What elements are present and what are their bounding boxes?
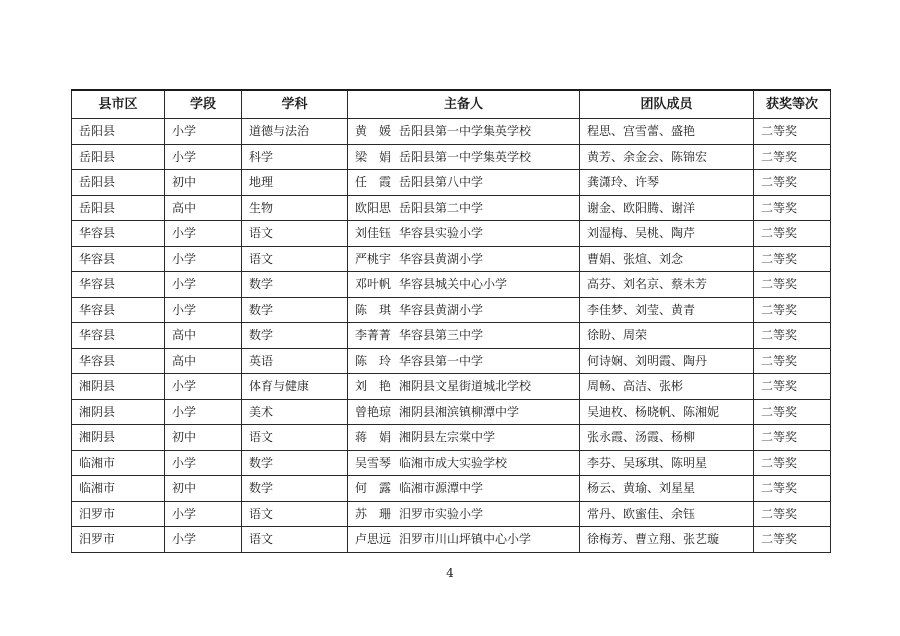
cell-county: 华容县 xyxy=(72,272,165,298)
cell-members: 何诗娴、刘明霞、陶丹 xyxy=(580,348,754,374)
cell-award: 二等奖 xyxy=(754,476,831,502)
cell-host xyxy=(348,144,580,170)
host-name: 陈 玲 xyxy=(355,353,392,368)
cell-subject: 数学 xyxy=(242,476,348,502)
cell-county: 汨罗市 xyxy=(72,501,165,527)
table-row xyxy=(72,246,831,272)
cell-level: 小学 xyxy=(165,272,242,298)
host-name: 何 露 xyxy=(355,481,392,496)
host-school: 汨罗市川山坪镇中心小学 xyxy=(399,532,532,547)
cell-host xyxy=(348,527,580,553)
cell-level: 小学 xyxy=(165,399,242,425)
cell-level: 小学 xyxy=(165,144,242,170)
cell-subject: 语文 xyxy=(242,527,348,553)
header-members: 团队成员 xyxy=(580,90,754,119)
cell-members: 张永霞、汤霞、杨柳 xyxy=(580,425,754,451)
award-table xyxy=(71,89,831,553)
cell-members: 李佳梦、刘莹、黄青 xyxy=(580,297,754,323)
cell-members: 徐梅芳、曹立翔、张艺璇 xyxy=(580,527,754,553)
cell-level: 小学 xyxy=(165,450,242,476)
host-school: 华容县黄湖小学 xyxy=(399,302,484,317)
cell-award: 二等奖 xyxy=(754,297,831,323)
header-host: 主备人 xyxy=(348,90,580,119)
cell-award: 二等奖 xyxy=(754,450,831,476)
cell-members: 周畅、高洁、张彬 xyxy=(580,374,754,400)
cell-award: 二等奖 xyxy=(754,501,831,527)
cell-host xyxy=(348,119,580,145)
table-row xyxy=(72,144,831,170)
header-level: 学段 xyxy=(165,90,242,119)
cell-county: 岳阳县 xyxy=(72,170,165,196)
cell-members: 刘湿梅、吴桃、陶芹 xyxy=(580,221,754,247)
table-header-row xyxy=(72,90,831,119)
cell-county: 华容县 xyxy=(72,246,165,272)
cell-level: 高中 xyxy=(165,195,242,221)
table-row xyxy=(72,170,831,196)
host-school: 湘阴县湘滨镇柳潭中学 xyxy=(399,404,520,419)
cell-county: 湘阴县 xyxy=(72,399,165,425)
table-row xyxy=(72,527,831,553)
cell-county: 华容县 xyxy=(72,348,165,374)
cell-county: 岳阳县 xyxy=(72,144,165,170)
cell-level: 初中 xyxy=(165,476,242,502)
host-name: 刘佳钰 xyxy=(355,226,392,241)
cell-county: 华容县 xyxy=(72,323,165,349)
cell-award: 二等奖 xyxy=(754,246,831,272)
cell-host xyxy=(348,195,580,221)
cell-subject: 英语 xyxy=(242,348,348,374)
host-name: 严桃宇 xyxy=(355,251,392,266)
host-name: 卢思远 xyxy=(355,532,392,547)
cell-level: 高中 xyxy=(165,323,242,349)
cell-county: 华容县 xyxy=(72,297,165,323)
host-name: 刘 艳 xyxy=(355,379,392,394)
cell-subject: 道德与法治 xyxy=(242,119,348,145)
cell-members: 徐盼、周荣 xyxy=(580,323,754,349)
cell-subject: 语文 xyxy=(242,221,348,247)
cell-award: 二等奖 xyxy=(754,527,831,553)
cell-award: 二等奖 xyxy=(754,272,831,298)
host-name: 邓叶帆 xyxy=(355,277,392,292)
table-row xyxy=(72,476,831,502)
cell-members: 程思、宫雪蕾、盛艳 xyxy=(580,119,754,145)
cell-subject: 体育与健康 xyxy=(242,374,348,400)
host-name: 陈 琪 xyxy=(355,302,392,317)
cell-level: 小学 xyxy=(165,246,242,272)
cell-host xyxy=(348,450,580,476)
cell-subject: 数学 xyxy=(242,323,348,349)
table-row xyxy=(72,374,831,400)
cell-county: 临湘市 xyxy=(72,450,165,476)
cell-subject: 科学 xyxy=(242,144,348,170)
table-row xyxy=(72,450,831,476)
host-school: 岳阳县第一中学集英学校 xyxy=(399,149,532,164)
table-row xyxy=(72,348,831,374)
table-row xyxy=(72,399,831,425)
cell-award: 二等奖 xyxy=(754,425,831,451)
cell-county: 汨罗市 xyxy=(72,527,165,553)
cell-members: 黄芳、余金会、陈锦宏 xyxy=(580,144,754,170)
host-school: 华容县实验小学 xyxy=(399,226,484,241)
table-row xyxy=(72,425,831,451)
cell-host xyxy=(348,501,580,527)
cell-members: 吴迪枚、杨晓帆、陈湘妮 xyxy=(580,399,754,425)
cell-host xyxy=(348,399,580,425)
host-school: 临湘市成大实验学校 xyxy=(399,455,508,470)
cell-level: 小学 xyxy=(165,119,242,145)
cell-host xyxy=(348,221,580,247)
cell-members: 曹娟、张煊、刘念 xyxy=(580,246,754,272)
cell-award: 二等奖 xyxy=(754,323,831,349)
host-name: 苏 珊 xyxy=(355,506,392,521)
cell-county: 临湘市 xyxy=(72,476,165,502)
table-body xyxy=(72,119,831,553)
host-school: 岳阳县第八中学 xyxy=(399,175,484,190)
host-name: 黄 媛 xyxy=(355,124,392,139)
host-school: 岳阳县第一中学集英学校 xyxy=(399,124,532,139)
table-row xyxy=(72,272,831,298)
cell-award: 二等奖 xyxy=(754,348,831,374)
cell-level: 初中 xyxy=(165,170,242,196)
host-school: 岳阳县第二中学 xyxy=(399,200,484,215)
host-name: 欧阳思 xyxy=(355,200,392,215)
table-row xyxy=(72,119,831,145)
cell-award: 二等奖 xyxy=(754,170,831,196)
host-name: 梁 娟 xyxy=(355,149,392,164)
cell-award: 二等奖 xyxy=(754,221,831,247)
host-school: 华容县第一中学 xyxy=(399,353,484,368)
host-school: 湘阴县左宗棠中学 xyxy=(399,430,496,445)
cell-award: 二等奖 xyxy=(754,119,831,145)
cell-host xyxy=(348,476,580,502)
header-county: 县市区 xyxy=(72,90,165,119)
table-row xyxy=(72,297,831,323)
cell-subject: 数学 xyxy=(242,272,348,298)
cell-host xyxy=(348,246,580,272)
cell-level: 初中 xyxy=(165,425,242,451)
cell-members: 杨云、黄瑜、刘星星 xyxy=(580,476,754,502)
host-name: 任 霞 xyxy=(355,175,392,190)
cell-county: 岳阳县 xyxy=(72,195,165,221)
table-row xyxy=(72,221,831,247)
cell-level: 小学 xyxy=(165,501,242,527)
page-number: 4 xyxy=(446,566,454,580)
host-school: 华容县城关中心小学 xyxy=(399,277,508,292)
cell-host xyxy=(348,297,580,323)
host-school: 汨罗市实验小学 xyxy=(399,506,484,521)
cell-host xyxy=(348,425,580,451)
cell-subject: 生物 xyxy=(242,195,348,221)
cell-level: 高中 xyxy=(165,348,242,374)
table-row xyxy=(72,195,831,221)
cell-host xyxy=(348,348,580,374)
table-row xyxy=(72,323,831,349)
cell-county: 湘阴县 xyxy=(72,425,165,451)
cell-host xyxy=(348,272,580,298)
cell-host xyxy=(348,323,580,349)
cell-subject: 数学 xyxy=(242,450,348,476)
header-award: 获奖等次 xyxy=(754,90,831,119)
cell-award: 二等奖 xyxy=(754,195,831,221)
cell-subject: 数学 xyxy=(242,297,348,323)
host-name: 曾艳琼 xyxy=(355,404,392,419)
host-school: 湘阴县文星街道城北学校 xyxy=(399,379,532,394)
cell-county: 湘阴县 xyxy=(72,374,165,400)
cell-members: 李芬、吴琢琪、陈明星 xyxy=(580,450,754,476)
cell-level: 小学 xyxy=(165,374,242,400)
cell-members: 高芬、刘名京、蔡未芳 xyxy=(580,272,754,298)
cell-county: 岳阳县 xyxy=(72,119,165,145)
cell-members: 常丹、欧蜜佳、余钰 xyxy=(580,501,754,527)
cell-host xyxy=(348,170,580,196)
host-school: 华容县第三中学 xyxy=(399,328,484,343)
header-subject: 学科 xyxy=(242,90,348,119)
cell-members: 龚潇玲、许琴 xyxy=(580,170,754,196)
cell-subject: 语文 xyxy=(242,501,348,527)
cell-subject: 地理 xyxy=(242,170,348,196)
cell-level: 小学 xyxy=(165,527,242,553)
cell-award: 二等奖 xyxy=(754,374,831,400)
cell-subject: 语文 xyxy=(242,246,348,272)
cell-level: 小学 xyxy=(165,221,242,247)
cell-members: 谢金、欧阳腾、谢洋 xyxy=(580,195,754,221)
host-name: 李菁菁 xyxy=(355,328,392,343)
cell-award: 二等奖 xyxy=(754,144,831,170)
cell-level: 小学 xyxy=(165,297,242,323)
cell-subject: 美术 xyxy=(242,399,348,425)
host-school: 临湘市源潭中学 xyxy=(399,481,484,496)
cell-subject: 语文 xyxy=(242,425,348,451)
table-row xyxy=(72,501,831,527)
cell-award: 二等奖 xyxy=(754,399,831,425)
host-name: 蒋 娟 xyxy=(355,430,392,445)
host-school: 华容县黄湖小学 xyxy=(399,251,484,266)
cell-host xyxy=(348,374,580,400)
host-name: 吴雪琴 xyxy=(355,455,392,470)
cell-county: 华容县 xyxy=(72,221,165,247)
